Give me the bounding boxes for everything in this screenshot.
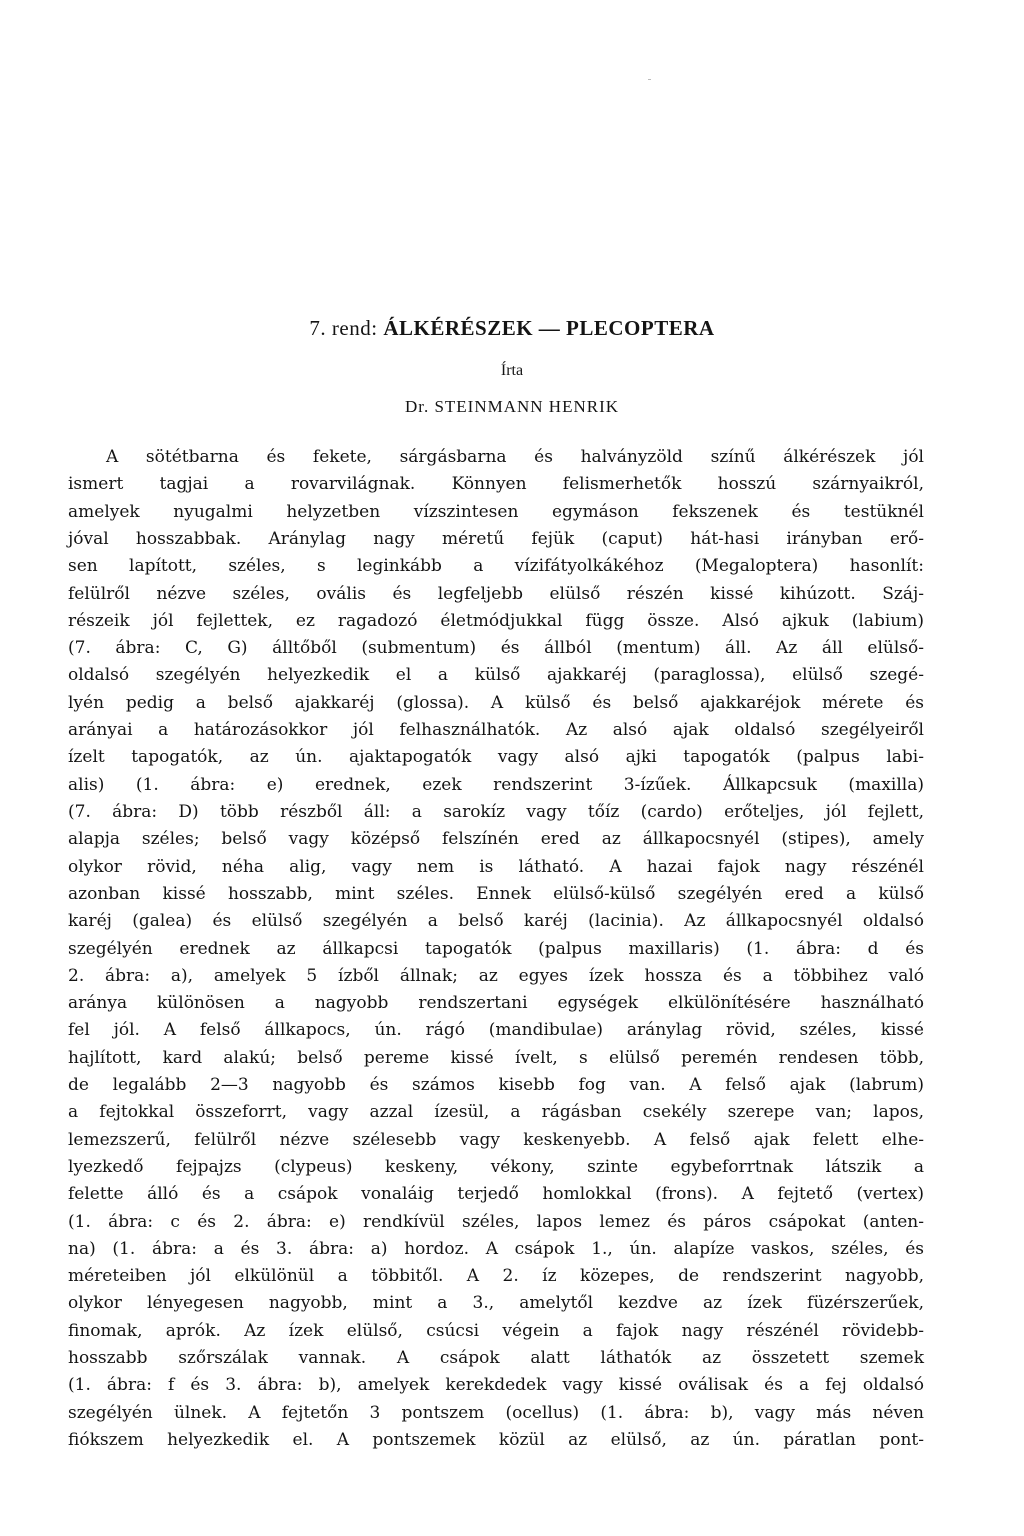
text-line: karéj (galea) és elülső szegélyén a belső karéj (lacinia). Az állkapocsnyél oldalsó xyxy=(68,911,924,931)
text-line: alapja széles; belső vagy középső felszínén ered az állkapocsnyél (stipes), amely xyxy=(68,829,924,849)
text-line: ismert tagjai a rovarvilágnak. Könnyen felismerhetők hosszú szárnyaikról, xyxy=(68,474,924,494)
text-line: (1. ábra: f és 3. ábra: b), amelyek kerekdedek vagy kissé oválisak és a fej oldalsó xyxy=(68,1375,924,1395)
text-line: lyén pedig a belső ajakkaréj (glossa). A külső és belső ajakkaréjok mérete és xyxy=(68,693,924,713)
text-line: aránya különösen a nagyobb rendszertani egységek elkülönítésére használható xyxy=(68,993,924,1013)
chapter-title xyxy=(0,316,1024,341)
text-line: olykor rövid, néha alig, vagy nem is látható. A hazai fajok nagy részénél xyxy=(68,857,924,877)
text-line: amelyek nyugalmi helyzetben vízszintesen egymáson fekszenek és testüknél xyxy=(68,502,924,522)
text-line: A sötétbarna és fekete, sárgásbarna és halványzöld színű álkérészek jól xyxy=(106,447,924,467)
chapter-order-label: 7. rend: xyxy=(309,316,384,340)
text-line: lyezkedő fejpajzs (clypeus) keskeny, vékony, szinte egybeforrtnak látszik a xyxy=(68,1157,924,1177)
text-line: a fejtokkal összeforrt, vagy azzal ízesül, a rágásban csekély szerepe van; lapos, xyxy=(68,1102,924,1122)
text-line: oldalsó szegélyén helyezkedik el a külső ajakkaréj (paraglossa), elülső szegé- xyxy=(68,665,924,685)
text-line: méreteiben jól elkülönül a többitől. A 2. íz közepes, de rendszerint nagyobb, xyxy=(68,1266,924,1286)
text-line: fel jól. A felső állkapocs, ún. rágó (mandibulae) aránylag rövid, széles, kissé xyxy=(68,1020,924,1040)
text-line: 2. ábra: a), amelyek 5 ízből állnak; az egyes ízek hossza és a többihez való xyxy=(68,966,924,986)
text-line: (7. ábra: D) több részből áll: a sarokíz vagy tőíz (cardo) erőteljes, jól fejlett, xyxy=(68,802,924,822)
text-line: olykor lényegesen nagyobb, mint a 3., amelytől kezdve az ízek füzérszerűek, xyxy=(68,1293,924,1313)
text-line: arányai a határozásokkor jól felhasználhatók. Az alsó ajak oldalsó szegélyeiről xyxy=(68,720,924,740)
text-line: lemezszerű, felülről nézve szélesebb vagy keskenyebb. A felső ajak felett elhe- xyxy=(68,1130,924,1150)
text-line: de legalább 2—3 nagyobb és számos kisebb fog van. A felső ajak (labrum) xyxy=(68,1075,924,1095)
text-line: jóval hosszabbak. Aránylag nagy méretű fejük (caput) hát-hasi irányban erő- xyxy=(68,529,924,549)
chapter-name: ÁLKÉRÉSZEK — PLECOPTERA xyxy=(383,316,715,340)
text-line: sen lapított, széles, s leginkább a vízifátyolkákéhoz (Megaloptera) hasonlít: xyxy=(68,556,924,576)
text-line: finomak, aprók. Az ízek elülső, csúcsi végein a fajok nagy részénél rövidebb- xyxy=(68,1321,924,1341)
text-line: hosszabb szőrszálak vannak. A csápok alatt láthatók az összetett szemek xyxy=(68,1348,924,1368)
text-line: fiókszem helyezkedik el. A pontszemek közül az elülső, az ún. páratlan pont- xyxy=(68,1430,924,1450)
text-line: (7. ábra: C, G) álltőből (submentum) és állból (mentum) áll. Az áll elülső- xyxy=(68,638,924,658)
byline: Írta xyxy=(500,362,524,379)
text-line: szegélyén erednek az állkapcsi tapogatók (palpus maxillaris) (1. ábra: d és xyxy=(68,939,924,959)
author-name: Dr. STEINMANN HENRIK xyxy=(404,397,620,416)
text-line: ízelt tapogatók, az ún. ajaktapogatók vagy alsó ajki tapogatók (palpus labi- xyxy=(68,747,924,767)
text-line: felülről nézve széles, ovális és legfeljebb elülső részén kissé kihúzott. Száj- xyxy=(68,584,924,604)
text-line: alis) (1. ábra: e) erednek, ezek rendszerint 3-ízűek. Állkapcsuk (maxilla) xyxy=(68,775,924,795)
text-line: hajlított, kard alakú; belső pereme kissé ívelt, s elülső peremén rendesen több, xyxy=(68,1048,924,1068)
text-line: azonban kissé hosszabb, mint széles. Ennek elülső-külső szegélyén ered a külső xyxy=(68,884,924,904)
text-line: na) (1. ábra: a és 3. ábra: a) hordoz. A csápok 1., ún. alapíze vaskos, széles, és xyxy=(68,1239,924,1259)
speck xyxy=(648,79,651,80)
text-line: felette álló és a csápok vonaláig terjedő homlokkal (frons). A fejtető (vertex) xyxy=(68,1184,924,1204)
text-line: szegélyén ülnek. A fejtetőn 3 pontszem (ocellus) (1. ábra: b), vagy más néven xyxy=(68,1403,924,1423)
text-line: (1. ábra: c és 2. ábra: e) rendkívül széles, lapos lemez és páros csápokat (anten- xyxy=(68,1212,924,1232)
text-line: részeik jól fejlettek, ez ragadozó életmódjukkal függ össze. Alsó ajkuk (labium) xyxy=(68,611,924,631)
